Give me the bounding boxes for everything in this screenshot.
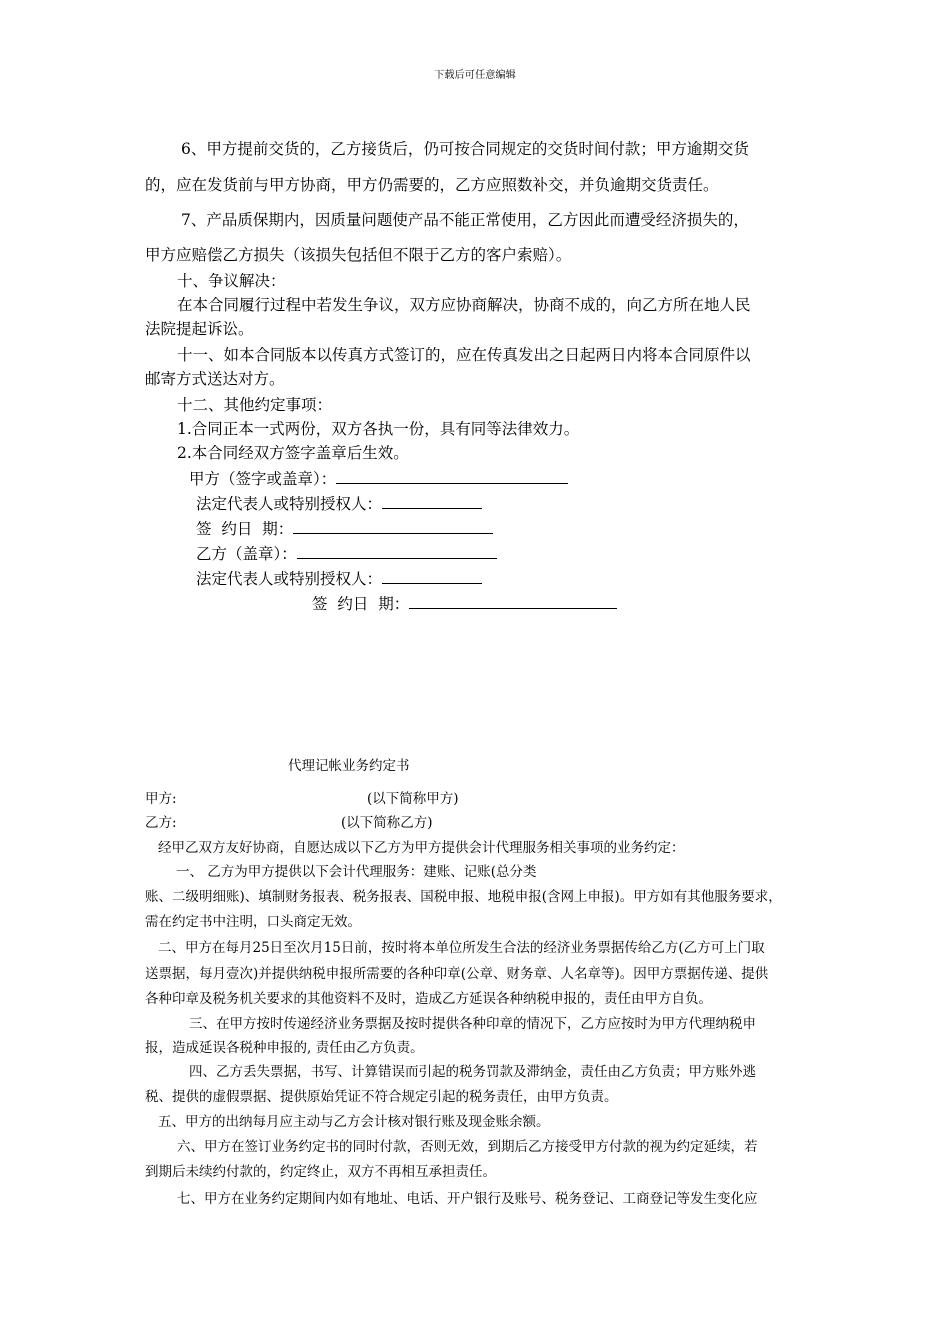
section-10-line-2: 法院提起诉讼。: [145, 320, 254, 338]
signature-row-rep-b: [196, 567, 482, 589]
signature-line: [297, 542, 497, 559]
party-a-note: (以下简称甲方): [367, 791, 459, 807]
signature-row-party-b: [196, 542, 497, 564]
item-4-line-1: 四、乙方丢失票据，书写、计算错误而引起的税务罚款及滞纳金，责任由乙方负责；甲方账外逃: [189, 1064, 756, 1080]
page-header: 下载后可任意编辑: [434, 70, 516, 81]
clause-7-line-2: 甲方应赔偿乙方损失（该损失包括但不限于乙方的客户索赔）。: [145, 246, 572, 264]
clause-6-line-2: 的，应在发货前与甲方协商，甲方仍需要的，乙方应照数补交，并负逾期交货责任。: [145, 176, 719, 194]
signature-line: [382, 492, 482, 509]
item-6-line-2: 到期后未续约付款的，约定终止，双方不再相互承担责任。: [145, 1164, 496, 1180]
party-b-note: (以下简称乙方): [341, 815, 433, 831]
item-6-line-1: 六、甲方在签订业务约定书的同时付款，否则无效，到期后乙方接受甲方付款的视为约定延续，若: [177, 1139, 758, 1155]
signature-row-date-b: [312, 592, 617, 614]
signature-line: [336, 467, 568, 484]
item-1-line-1: 一、 乙方为甲方提供以下会计代理服务：建账、记账(总分类: [176, 864, 537, 880]
section-10-line-1: 在本合同履行过程中若发生争议，双方应协商解决，协商不成的，向乙方所在地人民: [177, 296, 751, 314]
signature-label: 法定代表人或特别授权人：: [196, 570, 383, 588]
item-3-line-2: 报，造成延误各税种申报的, 责任由乙方负责。: [145, 1040, 424, 1056]
party-b-label: 乙方:: [145, 815, 177, 831]
item-2-line-3: 各种印章及税务机关要求的其他资料不及时，造成乙方延误各种纳税申报的，责任由甲方自负。: [145, 991, 712, 1007]
signature-label: 甲方（签字或盖章）：: [189, 470, 337, 488]
signature-row-party-a: [189, 467, 568, 489]
item-7-line-1: 七、甲方在业务约定期间内如有地址、电话、开户银行及账号、税务登记、工商登记等发生变化应: [177, 1191, 758, 1207]
signature-label: 乙方（盖章）：: [196, 545, 297, 563]
clause-6-line-1: 6、甲方提前交货的，乙方接货后，仍可按合同规定的交货时间付款；甲方逾期交货: [181, 140, 749, 158]
section-12-heading: 十二、其他约定事项：: [177, 396, 333, 414]
signature-line: [293, 517, 493, 534]
agreement-title: 代理记帐业务约定书: [288, 758, 410, 774]
section-11-line-1: 十一、如本合同版本以传真方式签订的，应在传真发出之日起两日内将本合同原件以: [177, 346, 751, 364]
item-3-line-1: 三、在甲方按时传递经济业务票据及按时提供各种印章的情况下，乙方应按时为甲方代理纳税申: [189, 1016, 756, 1032]
signature-line: [409, 592, 617, 609]
item-2-line-1: 二、甲方在每月25日至次月15日前，按时将本单位所发生合法的经济业务票据传给乙方(乙方可上门取: [158, 940, 765, 956]
section-12-item-2: 2.本合同经双方签字盖章后生效。: [177, 444, 409, 462]
signature-row-date-a: [196, 517, 493, 539]
signature-label: 签 约日 期：: [312, 595, 410, 613]
item-4-line-2: 税、提供的虚假票据、提供原始凭证不符合规定引起的税务责任，由甲方负责。: [145, 1089, 618, 1105]
signature-label: 签 约日 期：: [196, 520, 294, 538]
signature-row-rep-a: [196, 492, 482, 514]
item-5-line-1: 五、甲方的出纳每月应主动与乙方会计核对银行账及现金账余额。: [158, 1114, 550, 1130]
clause-7-line-1: 7、产品质保期内，因质量问题使产品不能正常使用，乙方因此而遭受经济损失的，: [181, 211, 749, 229]
party-a-label: 甲方:: [145, 791, 177, 807]
item-1-line-3: 需在约定书中注明，口头商定无效。: [145, 914, 361, 930]
section-11-line-2: 邮寄方式送达对方。: [145, 370, 285, 388]
item-1-line-2: 账、二级明细账)、填制财务报表、税务报表、国税申报、地税申报(含网上申报)。甲方如有其他服务要求，: [145, 889, 782, 905]
signature-label: 法定代表人或特别授权人：: [196, 495, 383, 513]
section-10-heading: 十、争议解决：: [177, 272, 286, 290]
agreement-intro: 经甲乙双方友好协商，自愿达成以下乙方为甲方提供会计代理服务相关事项的业务约定：: [158, 840, 685, 856]
signature-line: [382, 567, 482, 584]
section-12-item-1: 1.合同正本一式两份，双方各执一份，具有同等法律效力。: [177, 420, 580, 438]
item-2-line-2: 送票据，每月壹次)并提供纳税申报所需要的各种印章(公章、财务章、人名章等)。因甲方票据传递、提供: [145, 966, 769, 982]
